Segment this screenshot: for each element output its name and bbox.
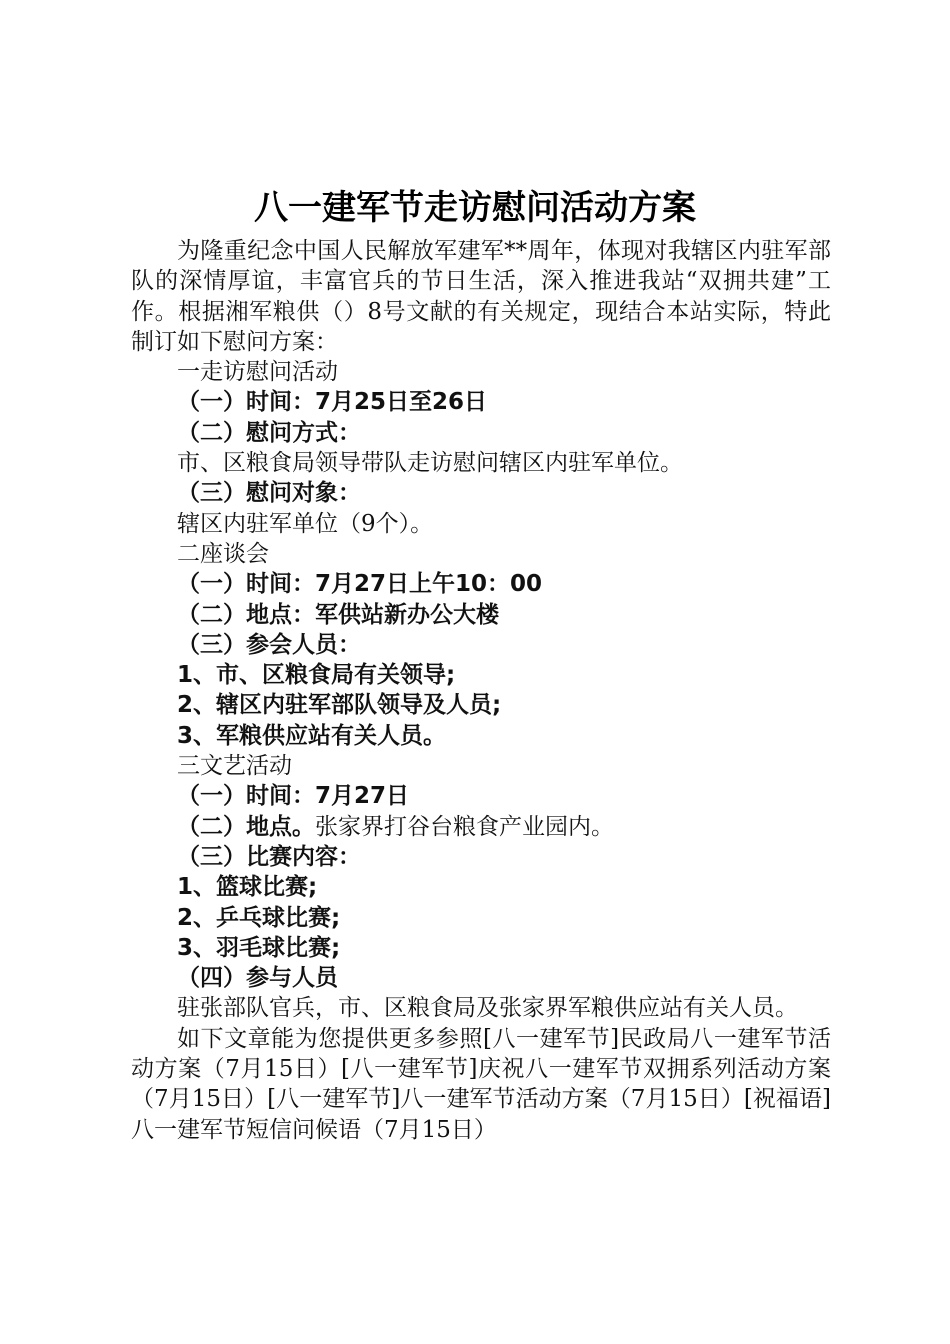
section-3-place-line bbox=[131, 812, 831, 842]
section-2-attendees-label: （三）参会人员： bbox=[177, 631, 361, 658]
document-body bbox=[131, 236, 831, 1145]
section-3-participants-label: （四）参与人员 bbox=[177, 965, 338, 992]
section-1-time: （一）时间：7月25日至26日 bbox=[177, 389, 488, 416]
intro-paragraph: 为隆重纪念中国人民解放军建军**周年，体现对我辖区内驻军部队的深情厚谊，丰富官兵的节日生活，深入推进我站“双拥共建”工作。根据湘军粮供（）8号文献的有关规定，现结合本站实际，特此制订如下慰问方案： bbox=[131, 238, 831, 355]
related-articles-paragraph: 如下文章能为您提供更多参照[八一建军节]民政局八一建军节活动方案（7月15日）[八一建军节]庆祝八一建军节双拥系列活动方案（7月15日）[八一建军节]八一建军节活动方案（7月15日）[祝福语]八一建军节短信问候语（7月15日） bbox=[131, 1025, 831, 1143]
section-3-time: （一）时间：7月27日 bbox=[177, 783, 410, 810]
section-3-heading: 三文艺活动 bbox=[177, 753, 292, 780]
section-1-target: 辖区内驻军单位（9个）。 bbox=[177, 510, 434, 537]
attendee-item: 3、军粮供应站有关人员。 bbox=[177, 722, 447, 749]
section-2-heading: 二座谈会 bbox=[177, 540, 269, 567]
contest-item: 1、篮球比赛; bbox=[177, 874, 318, 901]
section-1-heading: 一走访慰问活动 bbox=[177, 359, 338, 386]
section-1-method-label: （二）慰问方式： bbox=[177, 419, 361, 446]
section-2-place: （二）地点：军供站新办公大楼 bbox=[177, 601, 499, 628]
document-title: 八一建军节走访慰问活动方案 bbox=[254, 188, 696, 228]
attendee-item: 1、市、区粮食局有关领导; bbox=[177, 662, 456, 689]
section-1-target-label: （三）慰问对象： bbox=[177, 480, 361, 507]
contest-item: 3、羽毛球比赛; bbox=[177, 934, 341, 961]
section-1-method: 市、区粮食局领导带队走访慰问辖区内驻军单位。 bbox=[177, 450, 683, 477]
contest-item: 2、乒乓球比赛; bbox=[177, 904, 341, 931]
attendee-item: 2、辖区内驻军部队领导及人员; bbox=[177, 692, 502, 719]
section-3-contest-label: （三）比赛内容： bbox=[177, 843, 361, 870]
section-2-time: （一）时间：7月27日上午10：00 bbox=[177, 571, 543, 598]
section-3-participants: 驻张部队官兵，市、区粮食局及张家界军粮供应站有关人员。 bbox=[177, 995, 798, 1022]
section-3-place-label: （二）地点。 bbox=[177, 813, 315, 840]
section-3-place: 张家界打谷台粮食产业园内。 bbox=[315, 813, 614, 840]
